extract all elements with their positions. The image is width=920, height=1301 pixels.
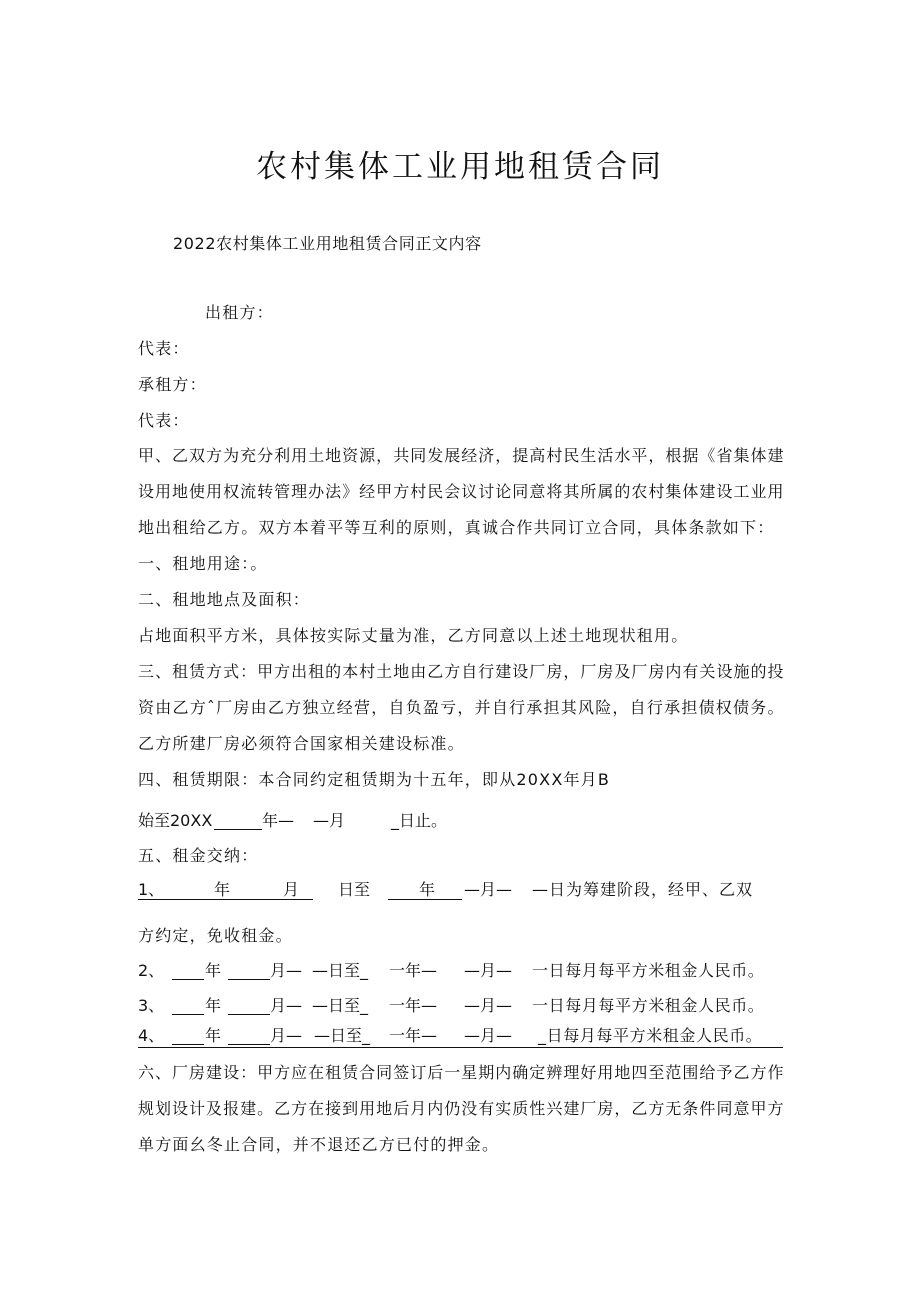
rent-row-2-year: 年 (205, 961, 222, 980)
rent-row-4-day-to: —日至_ (314, 1026, 371, 1045)
clause-2-area: 占地面积平方米，具体按实际丈量为准，乙方同意以上述土地现状租用。 (138, 626, 689, 645)
term-month-label: —月 (313, 811, 346, 830)
rent-row-4-year-blank (172, 1025, 204, 1045)
preamble-line-3: 地出租给乙方。双方本着平等互利的原则，真诚合作共同订立合同，具体条款如下： (138, 518, 775, 537)
rent-row-2-tail: 一日每月每平方米租金人民币。 (532, 961, 765, 980)
rent-row-3-month2: —月— (464, 996, 513, 1015)
rent-row-2-year-blank (172, 960, 204, 980)
rent-row-3-tail: 一日每月每平方米租金人民币。 (532, 996, 765, 1015)
rent-row-3-day-to: —日至_ (312, 996, 369, 1015)
lessor-rep-label: 代表： (138, 339, 190, 358)
rent-row-1-month: 月 (283, 880, 300, 899)
rent-row-2-month2: —月— (464, 961, 513, 980)
document-title: 农村集体工业用地租赁合同 (256, 149, 664, 185)
rent-row-3-month-blank (228, 995, 270, 1015)
rent-row-2-year2: 一年— (389, 961, 438, 980)
rent-row-1-month2: —月— (464, 880, 513, 899)
rent-row-3-num: 3、 (138, 996, 165, 1015)
term-start-label: 始至20XX (138, 811, 213, 830)
rent-row-1-year: 年 (214, 880, 231, 899)
rent-row-2-num: 2、 (138, 961, 165, 980)
rent-row-2-day-to: —日至_ (312, 961, 369, 980)
preamble-line-2: 设用地使用权流转管理办法》经甲方村民会议讨论同意将其所属的农村集体建设工业用 (138, 482, 784, 501)
term-year-blank (214, 810, 262, 830)
clause-6-line-2: 规划设计及报建。乙方在接到用地后月内仍没有实质性兴建厂房，乙方无条件同意甲方 (138, 1099, 784, 1118)
rent-row-4-year: 年 (205, 1026, 222, 1045)
preamble-line-1: 甲、乙双方为充分利用土地资源，共同发展经济，提高村民生活水平，根据《省集体建 (138, 446, 784, 465)
lessor-label: 出租方： (205, 303, 274, 322)
document-subtitle: 2022农村集体工业用地租赁合同正文内容 (173, 234, 482, 253)
clause-2-location: 二、租地地点及面积： (138, 590, 311, 609)
rent-row-4-tail: _日每月每平方米租金人民币。 (538, 1026, 763, 1045)
rent-row-3-month: 月— (270, 996, 303, 1015)
term-year-label: 年— (262, 811, 295, 830)
lessee-rep-label: 代表： (138, 411, 190, 430)
rent-row-4-month: 月— (270, 1026, 303, 1045)
lessee-label: 承租方： (138, 375, 207, 394)
rent-row-2-month: 月— (270, 961, 303, 980)
rent-row-3-year: 年 (205, 996, 222, 1015)
rent-row-4-month-blank (228, 1025, 270, 1045)
clause-6-line-3: 单方面幺冬止合同，并不退还乙方已付的押金。 (138, 1135, 500, 1154)
rent-row-1-num: 1、 (138, 880, 165, 899)
rent-row-3-year-blank (172, 995, 204, 1015)
rent-row-4-num: 4、 (138, 1026, 165, 1045)
clause-3-line-2: 资由乙方ˆ厂房由乙方独立经营，自负盈亏，并自行承担其风险，自行承担债权债务。 (138, 698, 784, 717)
rent-row-4-month2: —月— (464, 1026, 513, 1045)
clause-6-line-1: 六、厂房建设：甲方应在租赁合同签订后一星期内确定辨理好用地四至范围给予乙方作 (138, 1063, 784, 1082)
rent-row-1-tail: —日为筹建阶段，经甲、乙双 (532, 880, 754, 899)
clause-3-line-3: 乙方所建厂房必须符合国家相关建设标准。 (138, 734, 465, 753)
rent-table-bottom-rule (138, 1047, 783, 1048)
rent-row-1-day-to: 日至 (338, 880, 371, 899)
clause-4-line-1: 四、租赁期限：本合同约定租赁期为十五年，即从20XX年月B (138, 770, 611, 789)
rent-row-2-month-blank (228, 960, 270, 980)
clause-5-rent: 五、租金交纳： (138, 846, 259, 865)
term-day-label: _日止。 (391, 811, 448, 830)
clause-1-purpose: 一、租地用途：。 (138, 554, 268, 573)
rent-row-1-continued: 方约定，免收租金。 (138, 926, 293, 945)
rent-row-4-year2: 一年— (389, 1026, 438, 1045)
rent-row-1-year2: 年 (419, 880, 436, 899)
rent-row-3-year2: 一年— (389, 996, 438, 1015)
clause-3-line-1: 三、租赁方式：甲方出租的本村土地由乙方自行建设厂房，厂房及厂房内有关设施的投 (138, 662, 784, 681)
